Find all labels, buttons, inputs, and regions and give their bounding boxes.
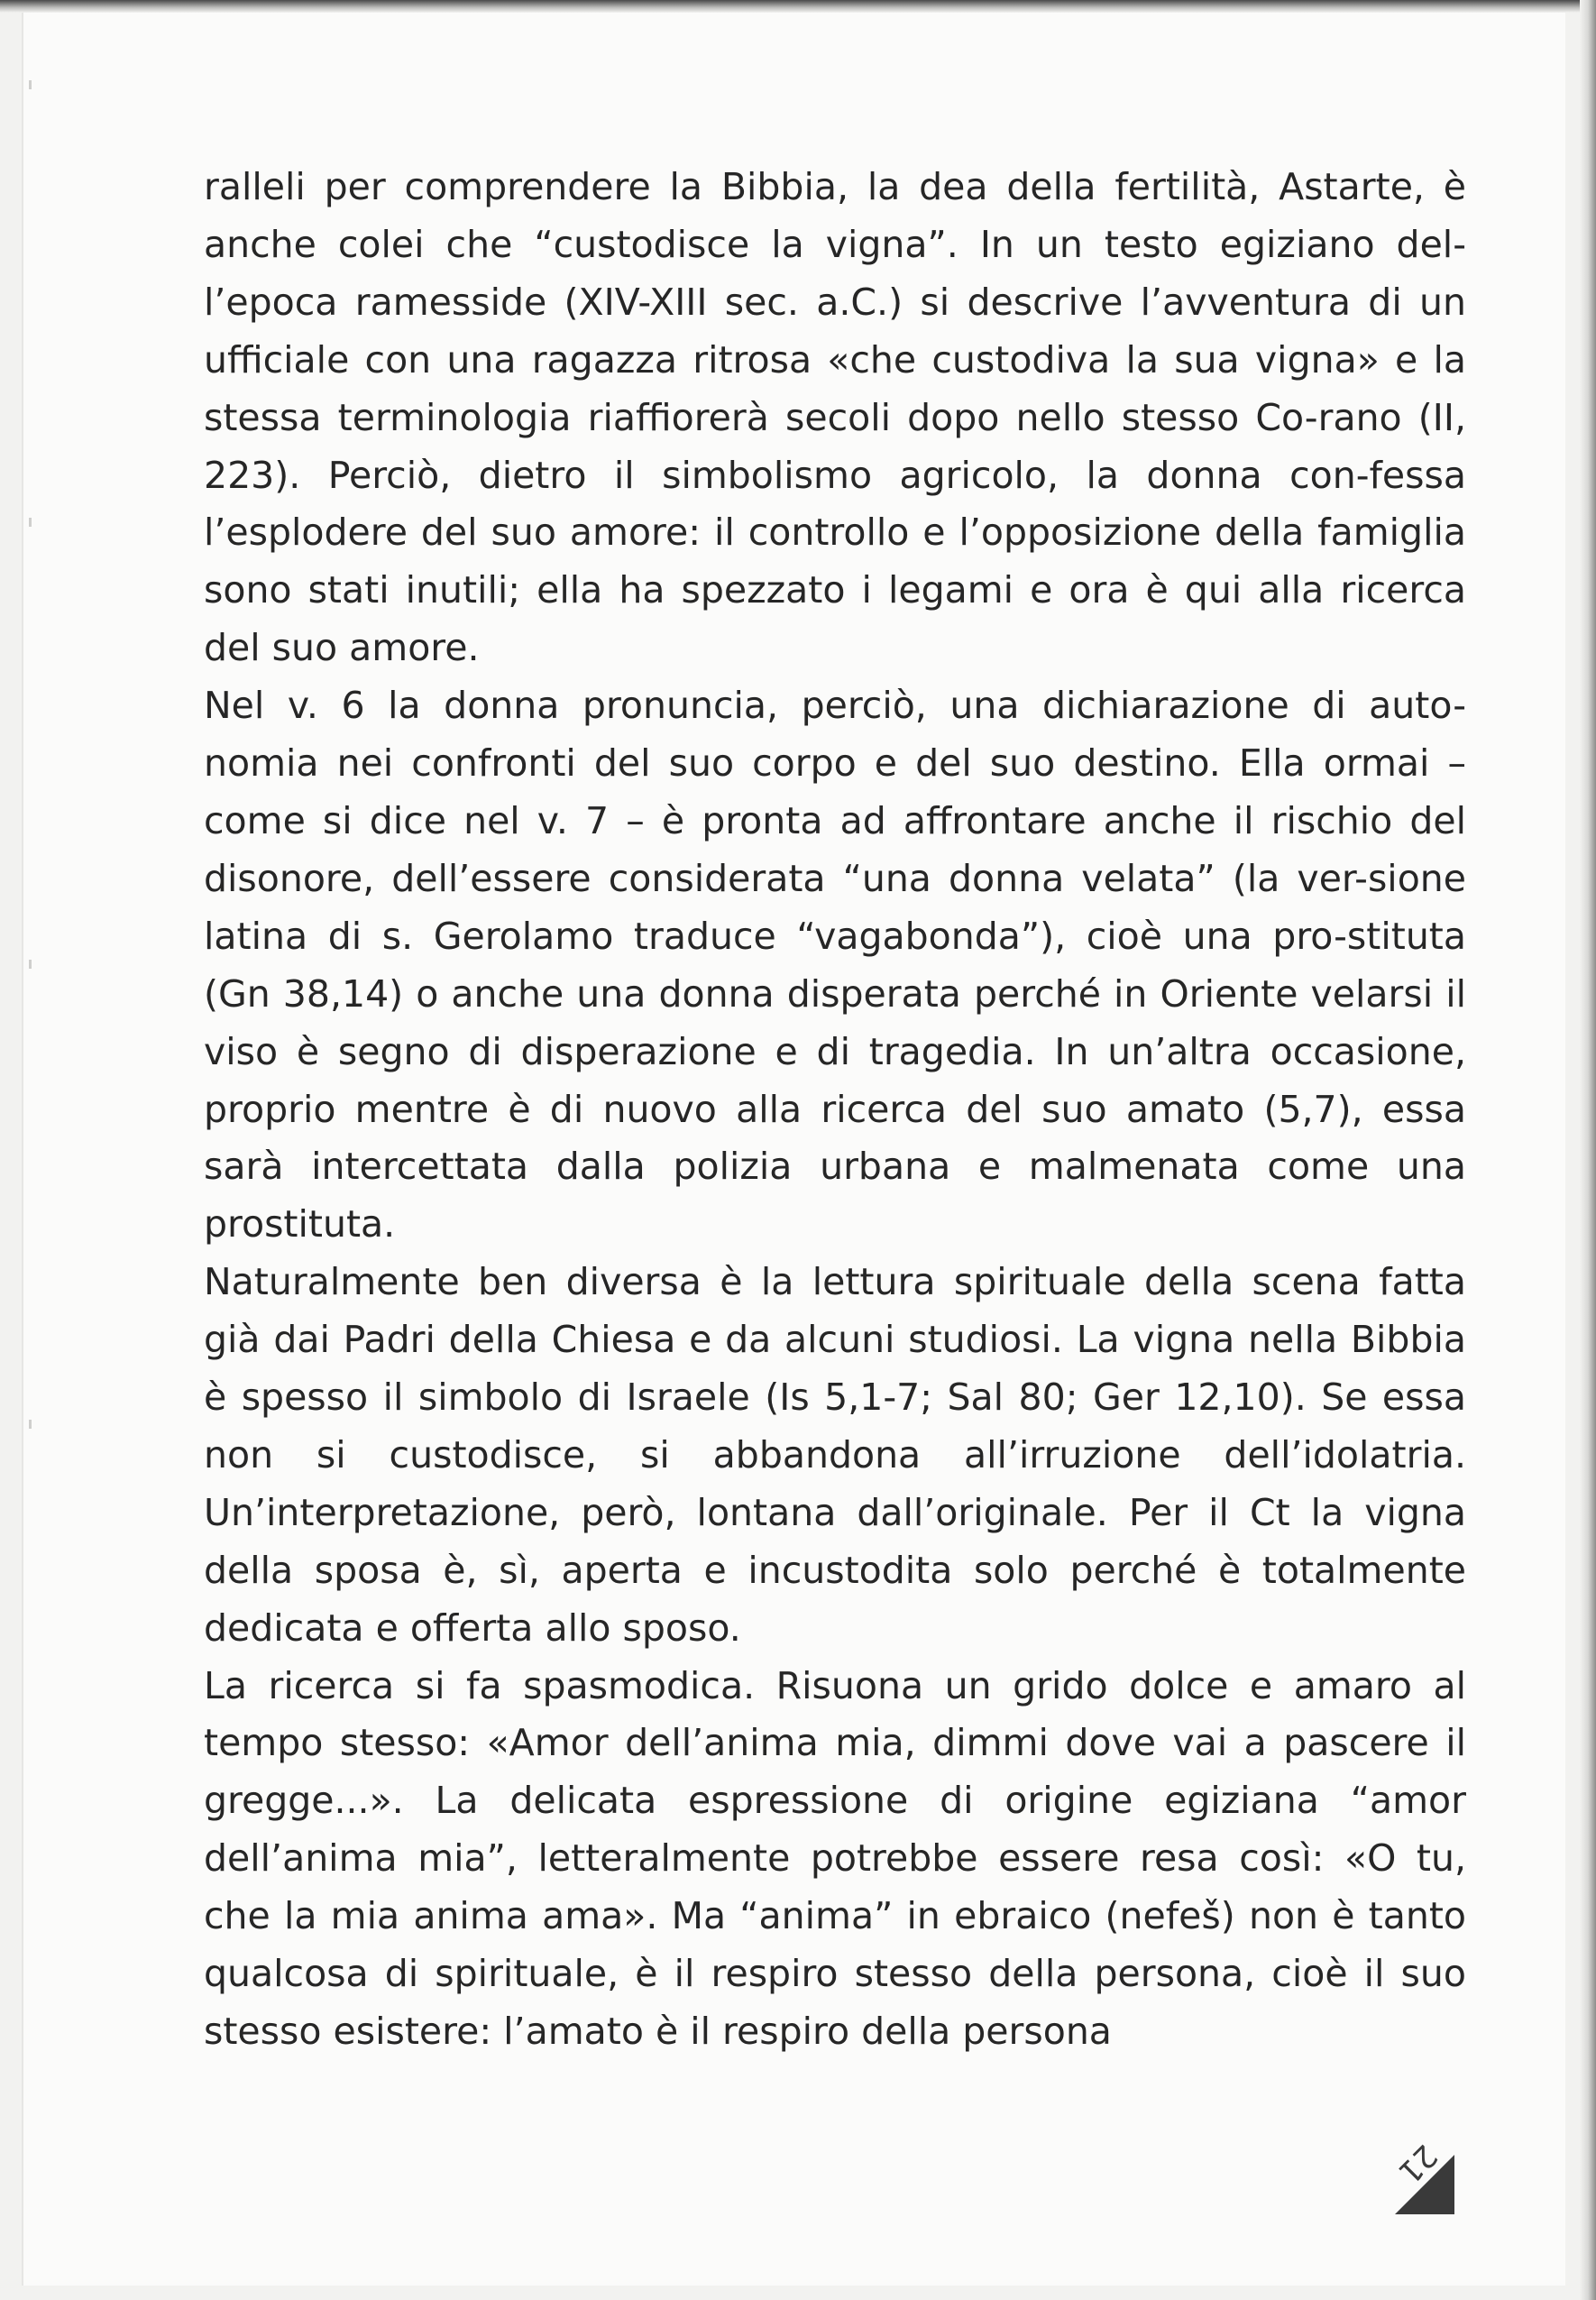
scan-edge-top bbox=[0, 0, 1596, 13]
paragraph: Naturalmente ben diversa è la lettura spirituale della scena fatta già dai Padri della Chiesa e da alcuni studiosi. La vigna nella Bibbia è spesso il simbolo di Israele (Is 5,1-7; Sal 80; Ger 12,10). Se essa non si custodisce, si abbandona all’irruzione dell’idolatria. Un’interpretazione, però, lontana dall’originale. Per il Ct la vigna della sposa è, sì, aperta e incustodita solo perché è totalmente dedicata e offerta allo sposo. bbox=[204, 1260, 1466, 1650]
binding-mark bbox=[29, 80, 32, 89]
paragraph: Nel v. 6 la donna pronuncia, perciò, una dichiarazione di auto-nomia nei confronti del suo corpo e del suo destino. Ella ormai – come si dice nel v. 7 – è pronta ad affrontare anche il rischio del disonore, dell’essere considerata “una donna velata” (la ver-sione latina di s. Gerolamo traduce “vagabonda”), cioè una pro-stituta (Gn 38,14) o anche una donna disperata perché in Oriente velarsi il viso è segno di disperazione e di tragedia. In un’altra occasione, proprio mentre è di nuovo alla ricerca del suo amato (5,7), essa sarà intercettata dalla polizia urbana e malmenata come una prostituta. bbox=[204, 684, 1466, 1247]
page-number: 21 bbox=[1390, 2137, 1445, 2191]
paragraph: La ricerca si fa spasmodica. Risuona un grido dolce e amaro al tempo stesso: «Amor dell’anima mia, dimmi dove vai a pascere il gregge...». La delicata espressione di origine egiziana “amor dell’anima mia”, letteralmente potrebbe essere resa così: «O tu, che la mia anima ama». Ma “anima” in ebraico (nefeš) non è tanto qualcosa di spirituale, è il respiro stesso della persona, cioè il suo stesso esistere: l’amato è il respiro della persona bbox=[204, 1663, 1466, 2053]
body-text bbox=[204, 159, 1466, 2061]
binding-mark bbox=[29, 1420, 32, 1429]
paragraph: ralleli per comprendere la Bibbia, la dea della fertilità, Astarte, è anche colei che “custodisce la vigna”. In un testo egiziano del-l’epoca ramesside (XIV-XIII sec. a.C.) si descrive l’avventura di un ufficiale con una ragazza ritrosa «che custodiva la sua vigna» e la stessa terminologia riaffiorerà secoli dopo nello stesso Co-rano (II, 223). Perciò, dietro il simbolismo agricolo, la donna con-fessa l’esplodere del suo amore: il controllo e l’opposizione della famiglia sono stati inutili; ella ha spezzato i legami e ora è qui alla ricerca del suo amore. bbox=[204, 165, 1466, 670]
scan-edge-right bbox=[1580, 0, 1596, 2300]
binding-mark bbox=[29, 518, 32, 527]
book-page bbox=[22, 13, 1565, 2286]
binding-mark bbox=[29, 960, 32, 969]
